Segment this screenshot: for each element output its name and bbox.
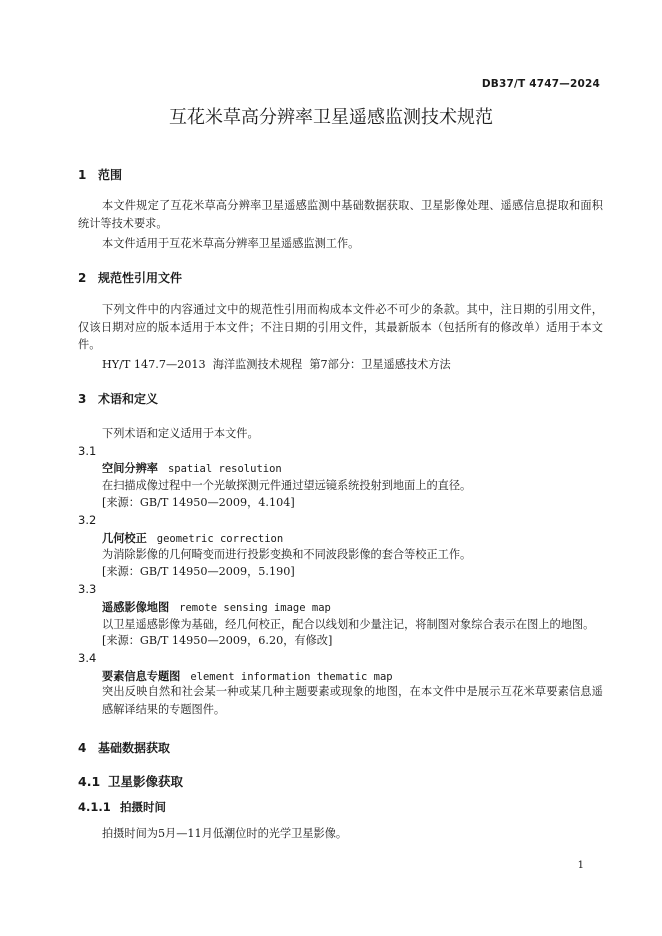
section-title: 范围 [98, 168, 123, 182]
normative-reference: HY/T 147.7—2013 海洋监测技术规程 第7部分：卫星遥感技术方法 [102, 358, 451, 371]
subsection-title: 拍摄时间 [120, 800, 166, 814]
document-title: 互花米草高分辨率卫星遥感监测技术规范 [169, 107, 493, 128]
term-definition: 以卫星遥感影像为基础，经几何校正，配合以线划和少量注记，将制图对象综合表示在图上的地图。 [102, 618, 595, 631]
subsection-heading-4-1-1 [78, 799, 166, 815]
term-definition-text: 突出反映自然和社会某一种或某几种主题要素或现象的地图，在本文件中是展示互花米草要素信息遥感解译结果的专题图件。 [102, 685, 603, 716]
subsection-title: 卫星影像获取 [108, 774, 184, 789]
paragraph: 拍摄时间为5月—11月低潮位时的光学卫星影像。 [102, 827, 348, 840]
term-english: spatial resolution [167, 463, 282, 475]
paragraph: 本文件适用于互花米草高分辨率卫星遥感监测工作。 [102, 237, 360, 250]
section-title: 规范性引用文件 [98, 271, 183, 285]
subsection-heading-4-1 [78, 772, 183, 790]
section-number: 1 [78, 168, 87, 182]
clause-number: 3.4 [78, 651, 97, 665]
term-source: [来源：GB/T 14950—2009，4.104] [102, 496, 295, 509]
clause-number: 3.1 [78, 444, 97, 458]
term-entry [102, 530, 283, 546]
term-chinese: 空间分辨率 [102, 462, 158, 475]
paragraph: 本文件规定了互花米草高分辨率卫星遥感监测中基础数据获取、卫星影像处理、遥感信息提取和面积统计等技术要求。 [78, 199, 603, 230]
term-english: remote sensing image map [179, 602, 331, 614]
section-number: 4 [78, 741, 87, 755]
term-english: element information thematic map [190, 671, 393, 683]
subsection-number: 4.1 [78, 774, 101, 789]
term-source: [来源：GB/T 14950—2009，6.20，有修改] [102, 634, 333, 647]
section-heading-3 [78, 390, 158, 407]
clause-number: 3.3 [78, 582, 97, 596]
term-definition: 在扫描成像过程中一个光敏探测元件通过望远镜系统投射到地面上的直径。 [102, 479, 472, 492]
term-chinese: 要素信息专题图 [102, 670, 181, 683]
page-number: 1 [577, 860, 584, 871]
term-entry [102, 599, 331, 615]
section-number: 2 [78, 271, 87, 285]
paragraph: 下列文件中的内容通过文中的规范性引用而构成本文件必不可少的条款。其中，注日期的引用文件，仅该日期对应的版本适用于本文件；不注日期的引用文件，其最新版本（包括所有的修改单）适用于本文件。 [78, 303, 603, 351]
term-entry [102, 460, 282, 476]
subsection-number: 4.1.1 [78, 800, 111, 814]
document-code: DB37/T 4747—2024 [481, 78, 600, 90]
section-heading-2 [78, 269, 182, 286]
term-entry [102, 668, 393, 684]
section-heading-1 [78, 166, 122, 183]
term-definition [78, 683, 603, 718]
term-definition: 为消除影像的几何畸变而进行投影变换和不同波段影像的套合等校正工作。 [102, 548, 472, 561]
section-title: 基础数据获取 [98, 741, 171, 755]
clause-number: 3.2 [78, 513, 97, 527]
section-number: 3 [78, 392, 87, 406]
section-heading-4 [78, 739, 170, 756]
term-chinese: 几何校正 [102, 532, 147, 545]
term-chinese: 遥感影像地图 [102, 601, 170, 614]
section-title: 术语和定义 [98, 392, 159, 406]
term-source: [来源：GB/T 14950—2009，5.190] [102, 565, 295, 578]
term-english: geometric correction [156, 533, 284, 545]
paragraph: 下列术语和定义适用于本文件。 [102, 427, 259, 440]
